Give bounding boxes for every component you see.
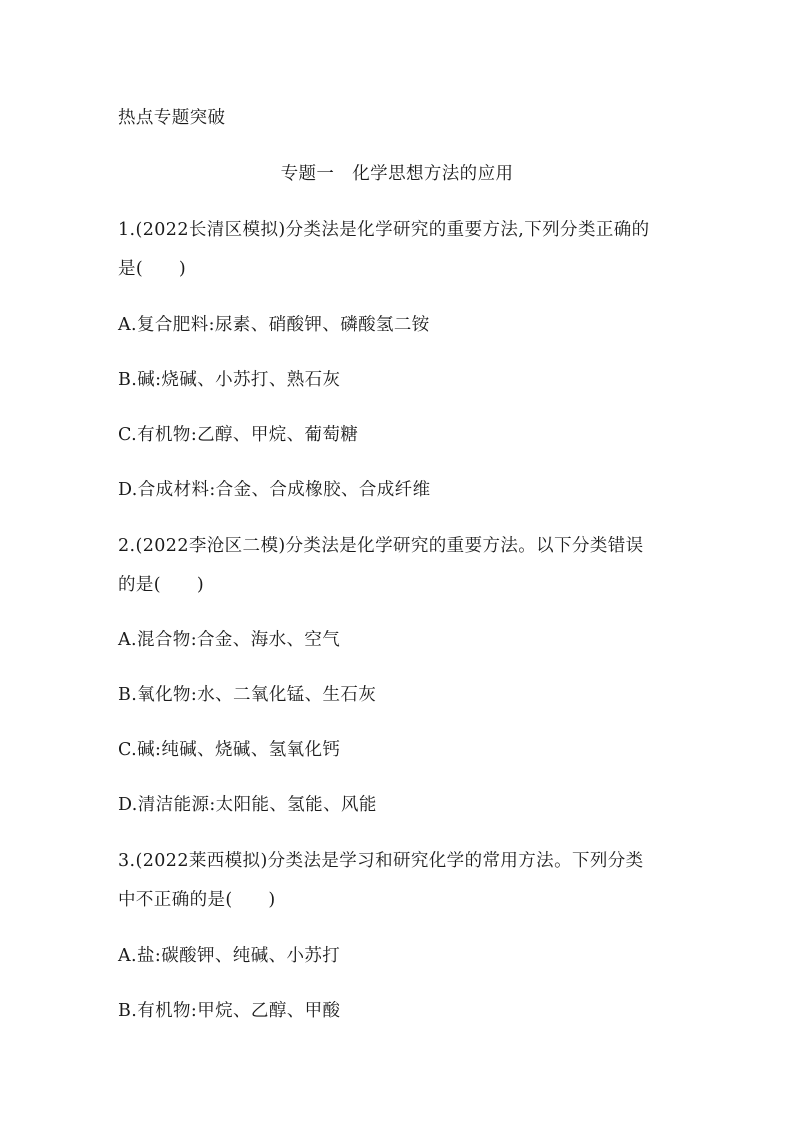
question-2-option-d: D.清洁能源:太阳能、氢能、风能 — [118, 795, 377, 815]
question-1-stem-line1: 1.(2022长清区模拟)分类法是化学研究的重要方法,下列分类正确的 — [118, 220, 650, 240]
question-3-option-b: B.有机物:甲烷、乙醇、甲酸 — [118, 1001, 341, 1021]
question-2-option-a: A.混合物:合金、海水、空气 — [118, 630, 341, 650]
topic-name: 化学思想方法的应用 — [352, 164, 514, 184]
question-1-option-c: C.有机物:乙醇、甲烷、葡萄糖 — [118, 425, 359, 445]
question-1-option-b: B.碱:烧碱、小苏打、熟石灰 — [118, 370, 341, 390]
question-3-stem-line1: 3.(2022莱西模拟)分类法是学习和研究化学的常用方法。下列分类 — [118, 851, 644, 871]
question-1-option-a: A.复合肥料:尿素、硝酸钾、磷酸氢二铵 — [118, 315, 430, 335]
question-2-option-b: B.氧化物:水、二氧化锰、生石灰 — [118, 685, 377, 705]
topic-number: 专题一 — [280, 164, 335, 184]
question-3-stem-line2: 中不正确的是( ) — [118, 890, 276, 910]
question-2-stem-line1: 2.(2022李沧区二模)分类法是化学研究的重要方法。以下分类错误 — [118, 536, 644, 556]
question-1-stem-line2: 是( ) — [118, 259, 187, 279]
question-2-option-c: C.碱:纯碱、烧碱、氢氧化钙 — [118, 740, 341, 760]
topic-title — [0, 162, 794, 186]
question-3-option-a: A.盐:碳酸钾、纯碱、小苏打 — [118, 946, 341, 966]
question-2-stem-line2: 的是( ) — [118, 575, 205, 595]
section-heading: 热点专题突破 — [118, 108, 226, 128]
question-1-option-d: D.合成材料:合金、合成橡胶、合成纤维 — [118, 480, 431, 500]
